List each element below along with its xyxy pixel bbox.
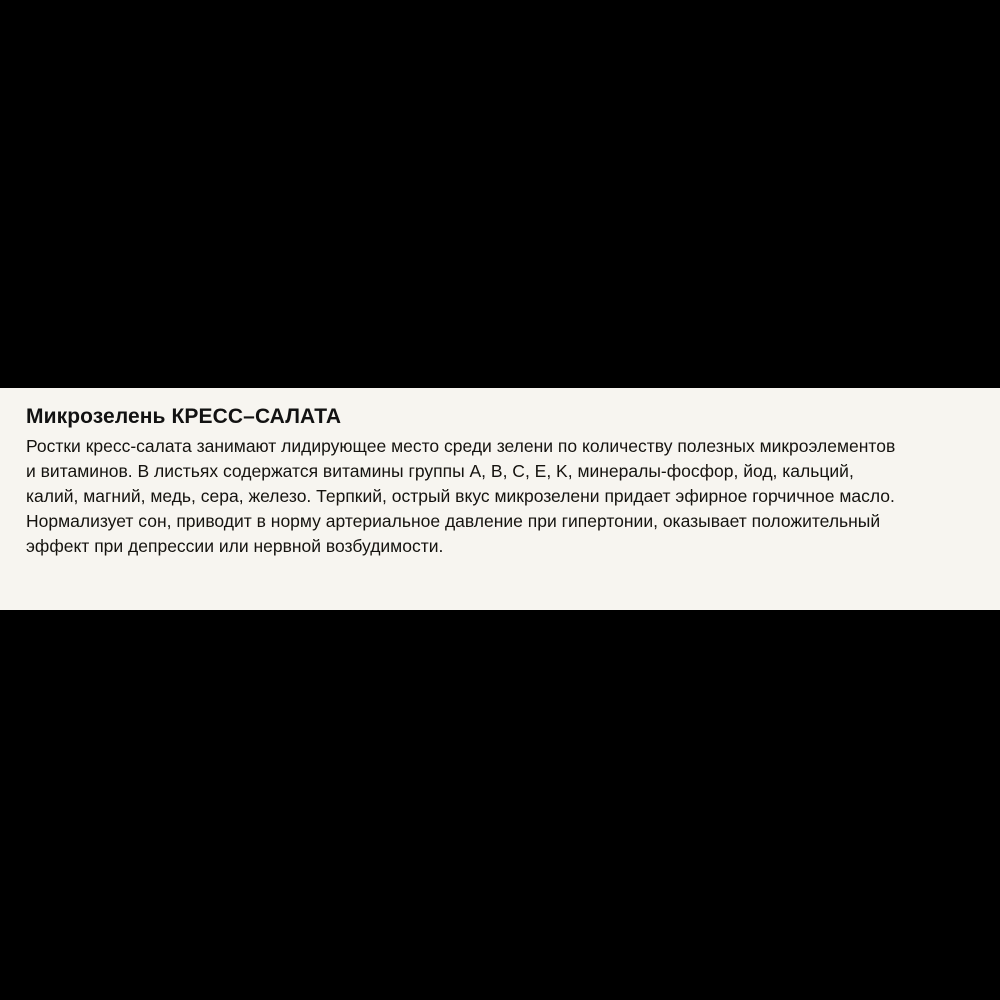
info-panel xyxy=(0,388,1000,610)
bottom-black-band xyxy=(0,610,1000,1000)
top-black-band xyxy=(0,0,1000,388)
description-text: Ростки кресс-салата занимают лидирующее место среди зелени по количеству полезных микроэлементов и витаминов. В листьях содержатся витамины группы A, B, C, E, K, минералы-фосфор, йод, кальций, калий, магний, медь, сера, железо. Терпкий, острый вкус микрозелени придает эфирное горчичное масло. Нормализует сон, приводит в норму артериальное давление при гипертонии, оказывает положительный эффект при депрессии или нервной возбудимости. xyxy=(26,436,896,556)
page-title: Микрозелень КРЕСС–САЛАТА xyxy=(26,405,342,428)
